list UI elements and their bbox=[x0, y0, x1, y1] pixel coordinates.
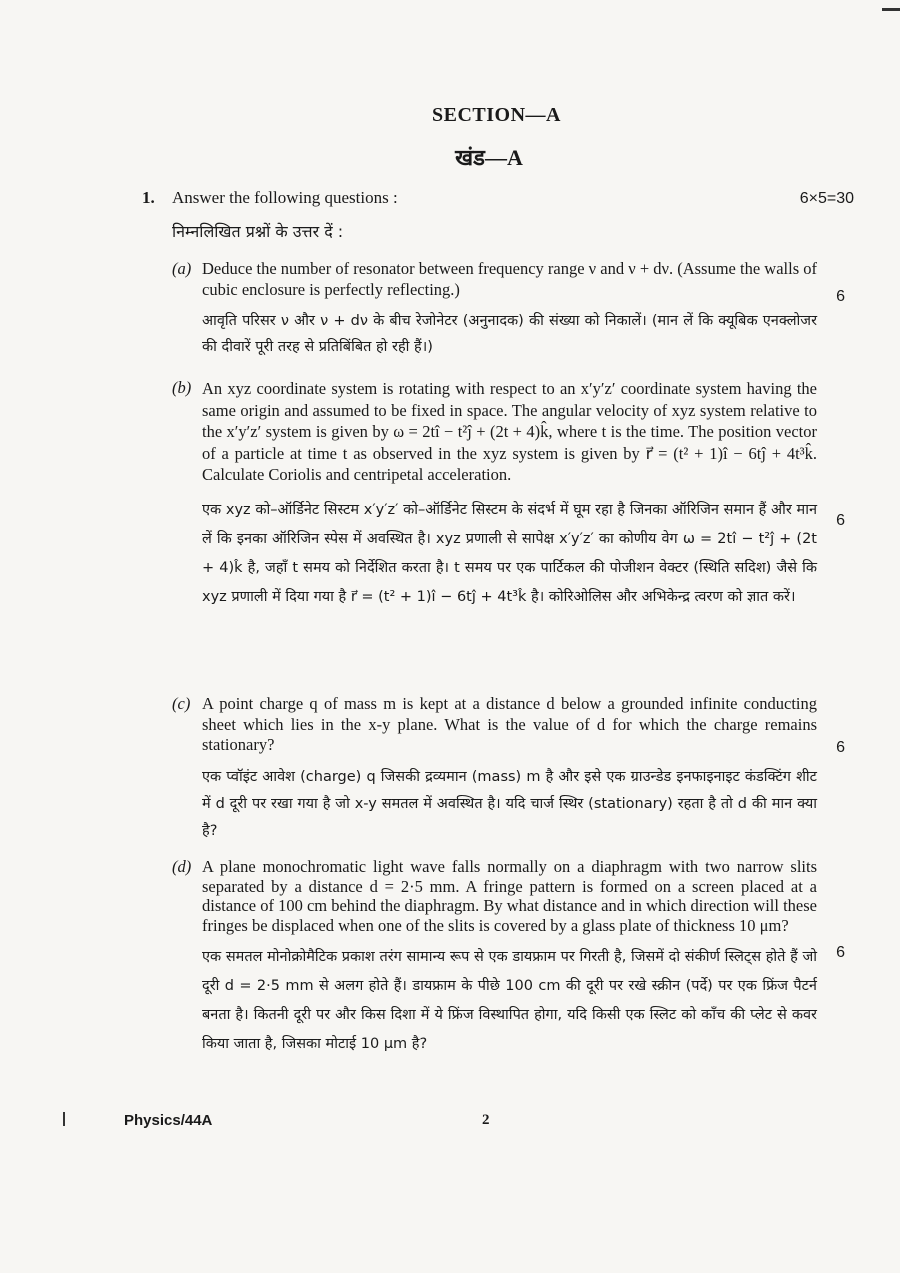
page-number: 2 bbox=[482, 1112, 490, 1128]
question-text: Answer the following questions : bbox=[172, 188, 398, 207]
section-title-hindi: खंड—A bbox=[455, 145, 523, 170]
part-label: (a) bbox=[172, 259, 192, 278]
part-label: (b) bbox=[172, 378, 192, 397]
part-marks: 6 bbox=[836, 944, 845, 961]
part-text-hindi: एक समतल मोनोक्रोमैटिक प्रकाश तरंग सामान्य रूप से एक डायफ्राम पर गिरती है, जिसमें दो संकीर्ण स्लिट्स होते हैं जो दूरी d = 2·5 mm से अलग होते हैं। डायफ्राम के पीछे 100 cm की दूरी पर रखे स्क्रीन (पर्दे) पर एक फ्रिंज पैटर्न बनता है। कितनी दूरी पर और किस दिशा में ये फ्रिंज विस्थापित होगा, यदि किसी एक स्लिट को काँच की प्लेट से कवर किया जाता है, जिसका मोटाई 10 μm है? bbox=[202, 949, 817, 1052]
part-marks: 6 bbox=[836, 288, 845, 305]
part-c bbox=[172, 694, 845, 845]
section-title: SECTION—A bbox=[432, 104, 561, 126]
part-text-hindi: आवृति परिसर ν और ν + dν के बीच रेजोनेटर (अनुनादक) की संख्या को निकालें। (मान लें कि क्यूबिक एनक्लोजर की दीवारें पूरी तरह से प्रतिबिंबित हो रही हैं।) bbox=[202, 313, 817, 355]
question-text-hindi: निम्नलिखित प्रश्नों के उत्तर दें : bbox=[172, 222, 344, 241]
question-number: 1. bbox=[142, 188, 155, 207]
margin-mark bbox=[63, 1112, 65, 1126]
part-label: (c) bbox=[172, 694, 191, 713]
part-text-english: An xyz coordinate system is rotating with respect to an x′y′z′ coordinate system having the same origin and assumed to be fixed in space. The angular velocity of xyz system relative to the x′y′z′ system is given by ω = 2tî − t²ĵ + (2t + 4)k̂, where t is the time. The position vector of a particle at time t as observed in the xyz system is given by r⃗ = (t² + 1)î − 6tĵ + 4t³k̂. Calculate Coriolis and centripetal acceleration. bbox=[202, 379, 817, 484]
part-text-hindi: एक प्वॉइंट आवेश (charge) q जिसकी द्रव्यमान (mass) m है और इसे एक ग्राउन्डेड इनफाइनाइट कंडक्टिंग शीट में d दूरी पर रखा गया है जो x-y समतल में अवस्थित है। यदि चार्ज स्थिर (stationary) रहता है तो d की मान क्या है? bbox=[202, 768, 817, 839]
part-marks: 6 bbox=[836, 739, 845, 756]
part-text-english: A point charge q of mass m is kept at a distance d below a grounded infinite conducting sheet which lies in the x-y plane. What is the value of d for which the charge remains stationary? bbox=[202, 694, 817, 754]
part-b bbox=[172, 378, 845, 612]
part-marks: 6 bbox=[836, 512, 845, 529]
part-label: (d) bbox=[172, 857, 192, 876]
part-d bbox=[172, 857, 845, 1059]
page-edge-mark bbox=[882, 8, 900, 11]
part-text-english: A plane monochromatic light wave falls normally on a diaphragm with two narrow slits separated by a distance d = 2·5 mm. A fringe pattern is formed on a screen placed at a distance of 100 cm behind the diaphragm. By what distance and in which direction will these fringes be displaced when one of the slits is covered by a glass plate of thickness 10 μm? bbox=[202, 857, 817, 935]
part-a bbox=[172, 259, 845, 360]
part-text-hindi: एक xyz को–ऑर्डिनेट सिस्टम x′y′z′ को–ऑर्डिनेट सिस्टम के संदर्भ में घूम रहा है जिनका ऑरिजिन समान हैं और मान लें कि इनका ऑरिजिन स्पेस में अवस्थित है। xyz प्रणाली से सापेक्ष x′y′z′ का कोणीय वेग ω = 2tî − t²ĵ + (2t + 4)k̂ है, जहाँ t समय को निर्देशित करता है। t समय पर एक पार्टिकल की पोजीशन वेक्टर (स्थिति सदिश) जैसे कि xyz प्रणाली में दिया गया है r⃗ = (t² + 1)î − 6tĵ + 4t³k̂ है। कोरिओलिस और अभिकेन्द्र त्वरण को ज्ञात करें। bbox=[202, 501, 817, 605]
part-text-english: Deduce the number of resonator between frequency range ν and ν + dν. (Assume the walls of cubic enclosure is perfectly reflecting.) bbox=[202, 259, 817, 299]
total-marks: 6×5=30 bbox=[799, 190, 854, 207]
paper-code: Physics/44A bbox=[124, 1112, 213, 1129]
